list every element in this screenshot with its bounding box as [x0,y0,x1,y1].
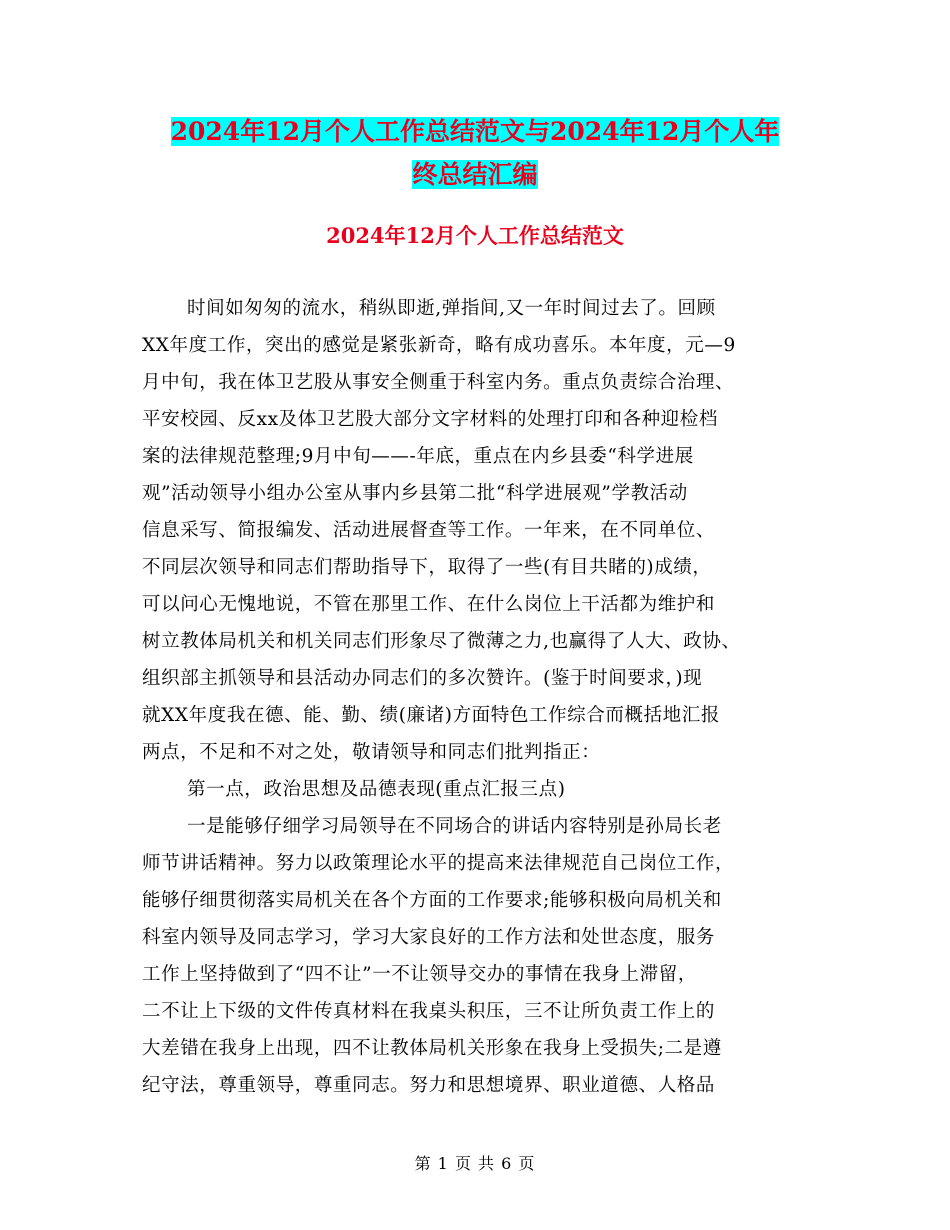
text-line: 平安校园、反xx及体卫艺股大部分文字材料的处理打印和各种迎检档 [142,409,718,430]
text-line: 就XX年度我在德、能、勤、绩(廉诸)方面特色工作综合而概括地汇报 [142,705,720,726]
text-line: 二不让上下级的文件传真材料在我桌头积压，三不让所负责工作上的 [142,1001,716,1022]
text-line: 组织部主抓领导和县活动办同志们的多次赞许。(鉴于时间要求，)现 [142,668,703,689]
section-title: 2024年12月个人工作总结范文 [326,223,624,248]
text-line: 两点，不足和不对之处，敬请领导和同志们批判指正： [142,742,601,763]
text-line: 时间如匆匆的流水，稍纵即逝,弹指间,又一年时间过去了。回顾 [187,298,716,319]
text-line: 可以问心无愧地说，不管在那里工作、在什么岗位上干活都为维护和 [142,594,716,615]
document-title-line-2 [0,155,950,195]
text-line: 月中旬，我在体卫艺股从事安全侧重于科室内务。重点负责综合治理、 [142,372,735,393]
text-line: 工作上坚持做到了“四不让”一不让领导交办的事情在我身上滞留， [142,964,697,985]
text-line: 能够仔细贯彻落实局机关在各个方面的工作要求;能够积极向局机关和 [142,890,722,911]
text-line: 树立教体局机关和机关同志们形象尽了微薄之力,也赢得了人大、政协、 [142,631,741,652]
text-line: XX年度工作，突出的感觉是紧张新奇，略有成功喜乐。本年度，元—9 [142,335,736,356]
document-title-line-1 [0,112,950,152]
text-line: 不同层次领导和同志们帮助指导下，取得了一些(有目共睹的)成绩， [142,557,712,578]
text-line: 信息采写、简报编发、活动进展督查等工作。一年来，在不同单位、 [142,520,716,541]
body-text [142,290,842,1104]
text-line: 第一点，政治思想及品德表现(重点汇报三点) [187,779,566,800]
text-line: 一是能够仔细学习局领导在不同场合的讲话内容特别是孙局长老 [187,816,722,837]
text-line: 大差错在我身上出现，四不让教体局机关形象在我身上受损失;二是遵 [142,1038,722,1059]
page-footer: 第 1 页 共 6 页 [414,1154,536,1173]
title-highlight-2: 终总结汇编 [412,160,538,189]
text-line: 科室内领导及同志学习，学习大家良好的工作方法和处世态度，服务 [142,927,716,948]
text-line: 师节讲话精神。努力以政策理论水平的提高来法律规范自己岗位工作， [142,853,735,874]
text-line: 案的法律规范整理;9月中旬——-年底，重点在内乡县委“科学进展 [142,446,694,467]
text-line: 观”活动领导小组办公室从事内乡县第二批“科学进展观”学教活动 [142,483,688,504]
title-highlight-1: 2024年12月个人工作总结范文与2024年12月个人年 [170,117,780,146]
text-line: 纪守法，尊重领导，尊重同志。努力和思想境界、职业道德、人格品 [142,1075,716,1096]
